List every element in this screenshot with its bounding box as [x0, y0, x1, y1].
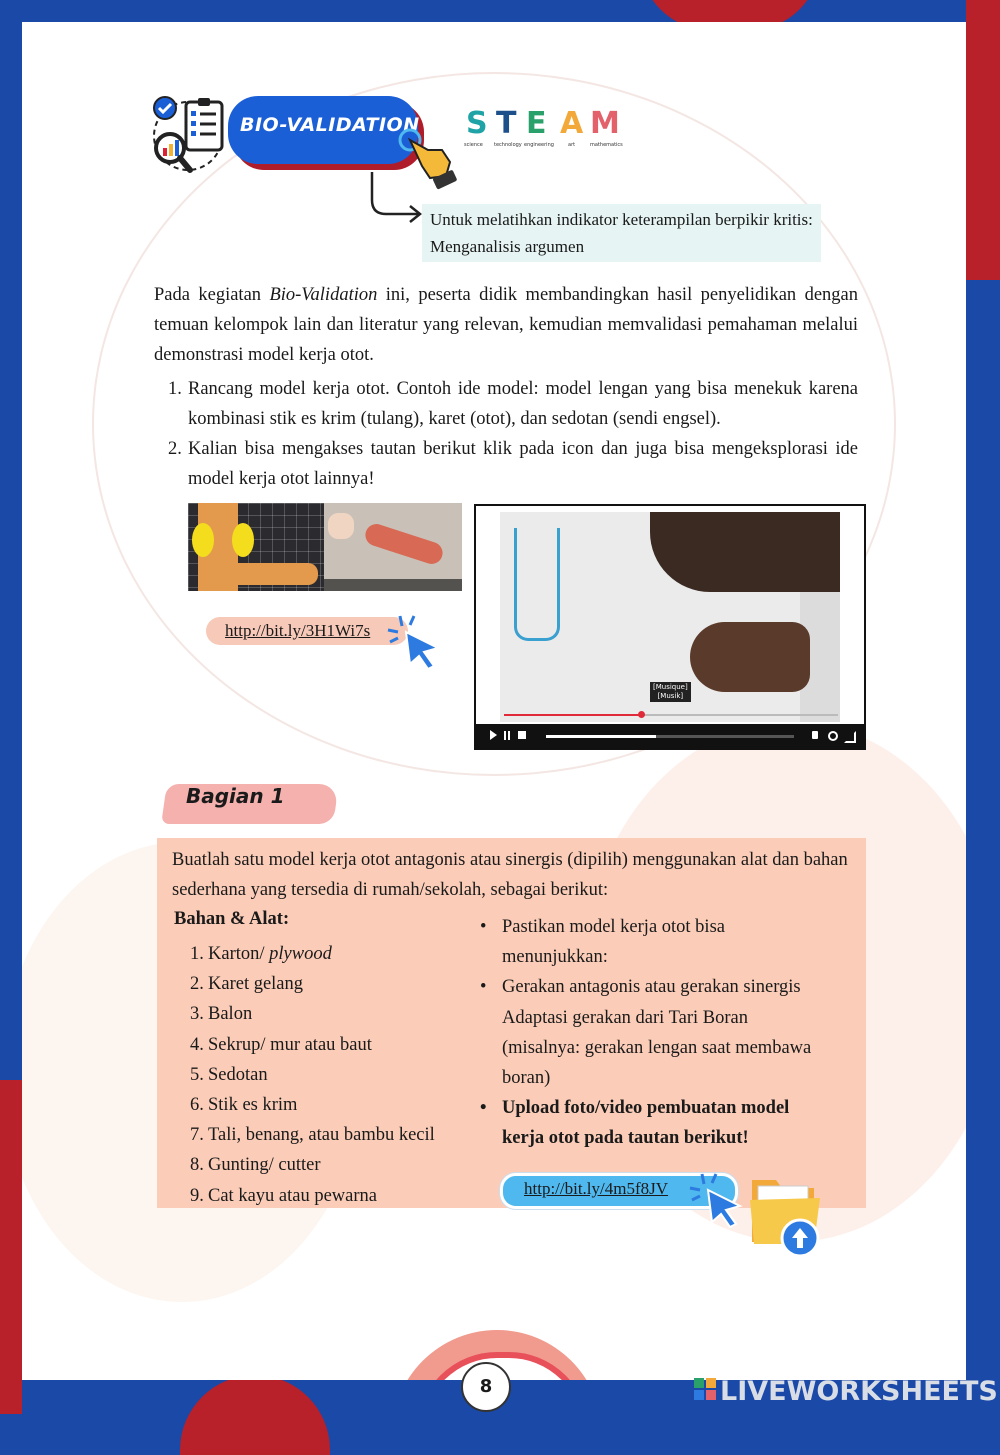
- steam-letter-a: A: [560, 106, 584, 141]
- thumbnail-fist: [328, 513, 354, 539]
- requirement-text: Gerakan antagonis atau gerakan sinergis Adaptasi gerakan dari Tari Boran (misalnya: gerakan lengan saat membawa boran): [502, 977, 812, 1089]
- liveworksheets-brand: LIVEWORKSHEETS: [720, 1376, 998, 1407]
- steam-word-mathematics: mathematics: [590, 142, 623, 148]
- frame-edge-right-top: [966, 0, 1000, 280]
- item-number: 3.: [190, 1004, 204, 1025]
- item-number: 2.: [190, 974, 204, 995]
- list-item: [190, 999, 435, 1029]
- item-text: Sekrup/ mur atau baut: [208, 1034, 372, 1055]
- requirement-item: [480, 972, 830, 1093]
- item-number: 7.: [190, 1125, 204, 1146]
- bio-validation-label: BIO-VALIDATION: [240, 114, 420, 136]
- item-text: Balon: [208, 1004, 253, 1025]
- step-item: [168, 434, 858, 494]
- requirement-item: [480, 1093, 830, 1153]
- intro-paragraph: [154, 280, 858, 370]
- fullscreen-icon[interactable]: [844, 731, 856, 743]
- model-thumbnail-arm-balloon[interactable]: [188, 503, 324, 591]
- item-number: 6.: [190, 1095, 204, 1116]
- steps-list: [168, 374, 858, 494]
- video-caption: [650, 682, 691, 702]
- item-text: Cat kayu atau pewarna: [208, 1185, 377, 1206]
- video-caption-line-2: [Musik]: [657, 692, 684, 700]
- thumbnail-balloon-left: [192, 523, 214, 557]
- list-item: [190, 969, 435, 999]
- frame-edge-left-bottom: [0, 1080, 22, 1414]
- step-item: [168, 374, 858, 434]
- bullet-dot: •: [480, 1098, 487, 1119]
- steam-word-science: science: [464, 142, 483, 148]
- page-number: 8: [461, 1362, 511, 1412]
- control-progress-fill: [546, 735, 656, 738]
- model-thumbnail-muscle-arm[interactable]: [324, 503, 462, 591]
- list-item: [190, 1150, 435, 1180]
- objective-line-2: Menganalisis argumen: [430, 237, 585, 256]
- item-number: 9.: [190, 1185, 204, 1206]
- item-text: Tali, benang, atau bambu kecil: [208, 1125, 435, 1146]
- frame-corner-bottom-left: [180, 1375, 330, 1455]
- steam-logo: [460, 106, 630, 150]
- intro-text-before: Pada kegiatan: [154, 285, 270, 305]
- intro-text-italic: Bio-Validation: [269, 285, 378, 305]
- video-player[interactable]: [474, 504, 866, 750]
- item-text-italic: plywood: [269, 944, 332, 964]
- video-hand: [690, 622, 810, 692]
- step-text: Rancang model kerja otot. Contoh ide model: model lengan yang bisa menekuk karena kombinasi stik es krim (tulang), karet (otot), dan sedotan (sendi engsel).: [188, 379, 858, 429]
- item-text: Stik es krim: [208, 1095, 298, 1116]
- item-text: Sedotan: [208, 1064, 268, 1085]
- list-item: [190, 1090, 435, 1120]
- step-text: Kalian bisa mengakses tautan berikut klik pada icon dan juga bisa mengeksplorasi ide model kerja otot lainnya!: [188, 439, 858, 489]
- steam-word-technology: technology: [494, 142, 522, 148]
- steam-letter-s: S: [466, 106, 488, 141]
- video-inner-progress-fill: [504, 714, 641, 716]
- intro-text-after: ini, peserta didik membandingkan hasil penyelidikan dengan temuan kelompok lain dan literatur yang relevan, kemudian memvalidasi pemahaman melalui demonstrasi model kerja otot.: [154, 285, 858, 365]
- task-intro: Buatlah satu model kerja otot antagonis atau sinergis (dipilih) menggunakan alat dan bahan sederhana yang tersedia di rumah/sekolah, sebagai berikut:: [172, 850, 848, 900]
- list-item: [190, 1181, 435, 1211]
- settings-gear-icon[interactable]: [828, 731, 838, 741]
- item-number: 4.: [190, 1034, 204, 1055]
- video-control-bar: [476, 724, 864, 748]
- video-person-arm: [650, 512, 840, 592]
- click-cursor-icon[interactable]: [688, 1170, 746, 1228]
- steam-word-engineering: engineering: [524, 142, 554, 148]
- model-link[interactable]: http://bit.ly/3H1Wi7s: [225, 621, 371, 640]
- steam-letter-t: T: [496, 106, 517, 141]
- requirement-item: [480, 912, 830, 972]
- steam-letter-e: E: [526, 106, 547, 141]
- bullet-dot: •: [480, 977, 487, 998]
- checklist-magnifier-icon: [150, 94, 228, 174]
- thumbnail-muscle: [363, 521, 446, 567]
- stop-icon[interactable]: [518, 731, 526, 739]
- video-blue-drawing: [514, 528, 560, 641]
- steam-word-art: art: [568, 142, 576, 148]
- list-item: [190, 939, 435, 969]
- video-caption-line-1: [Musique]: [653, 683, 688, 691]
- upload-link[interactable]: http://bit.ly/4m5f8JV: [524, 1179, 669, 1198]
- requirement-text: Pastikan model kerja otot bisa menunjukkan:: [502, 917, 725, 968]
- folder-upload-icon[interactable]: [748, 1172, 822, 1258]
- item-number: 1.: [190, 944, 204, 964]
- thumbnail-balloon-right: [232, 523, 254, 557]
- part-title: Bagian 1: [186, 784, 285, 808]
- item-text: Gunting/ cutter: [208, 1155, 321, 1176]
- connector-arrow-icon: [368, 170, 424, 228]
- item-number: 5.: [190, 1064, 204, 1085]
- thumbnail-cardboard-forearm: [208, 563, 318, 585]
- steam-letter-m: M: [590, 106, 620, 141]
- requirements-list: [480, 912, 830, 1154]
- list-item: [190, 1120, 435, 1150]
- thumbnail-video-bar: [324, 579, 462, 591]
- objective-line-1: Untuk melatihkan indikator keterampilan berpikir kritis:: [430, 210, 813, 229]
- bullet-dot: •: [480, 917, 487, 937]
- materials-list: [190, 939, 435, 1211]
- list-item: [190, 1060, 435, 1090]
- item-text: Karton/: [208, 944, 270, 964]
- video-progress-knob[interactable]: [638, 711, 645, 718]
- click-cursor-icon[interactable]: [386, 612, 444, 670]
- objective-box: [422, 204, 821, 262]
- pause-icon[interactable]: [504, 731, 506, 740]
- requirement-text: Upload foto/video pembuatan model kerja otot pada tautan berikut!: [502, 1098, 790, 1149]
- materials-title: Bahan & Alat:: [174, 909, 290, 929]
- list-item: [190, 1030, 435, 1060]
- step-number: 1.: [168, 379, 182, 399]
- volume-icon[interactable]: [812, 731, 818, 739]
- play-icon[interactable]: [490, 730, 497, 740]
- step-number: 2.: [168, 439, 182, 459]
- video-frame: [500, 512, 840, 722]
- liveworksheets-logo-icon: [694, 1378, 716, 1400]
- item-number: 8.: [190, 1155, 204, 1176]
- item-text: Karet gelang: [208, 974, 304, 995]
